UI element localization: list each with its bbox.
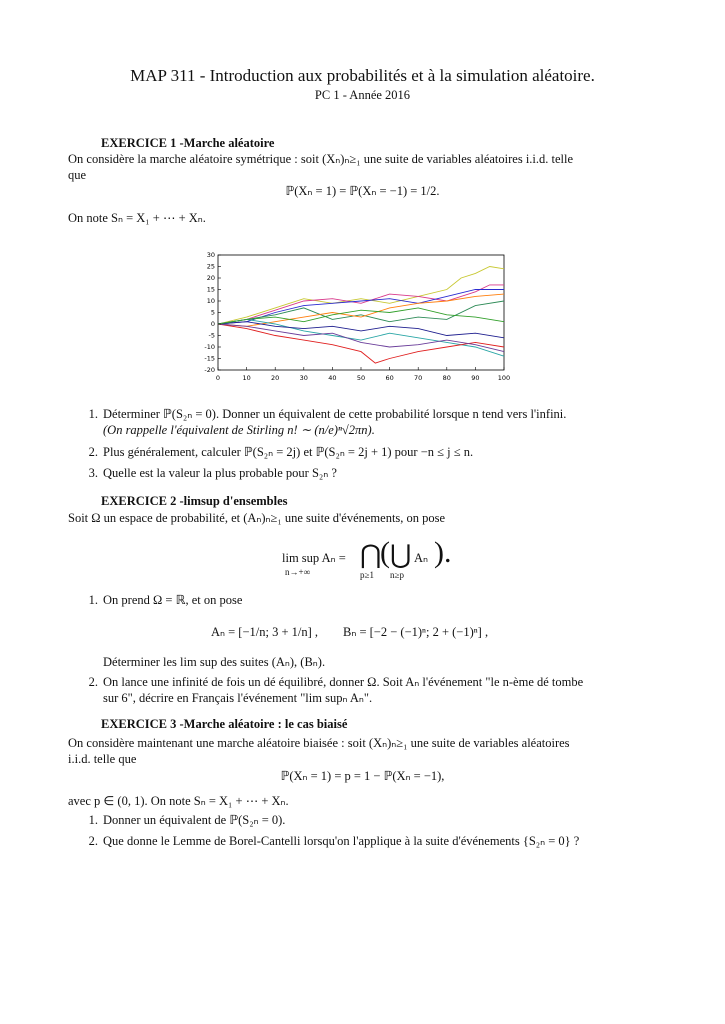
series-line (218, 324, 504, 363)
y-tick-label: 10 (206, 297, 215, 306)
intersection-subscript: p≥1 (360, 570, 374, 580)
limsup-lhs: lim sup Aₙ = (282, 551, 346, 565)
intersection-symbol: ⋂ (360, 540, 382, 570)
x-tick-label: 10 (242, 374, 251, 382)
item-text: Que donne le Lemme de Borel-Cantelli lorsqu'on l'applique à la suite d'événements {S₂ₙ = 0} ? (103, 834, 580, 848)
item-number: 1. (88, 407, 98, 421)
exercise2-intro: Soit Ω un espace de probabilité, et (Aₙ)ₙ≥₁ une suite d'événements, on pose (68, 511, 446, 525)
series-line (218, 290, 504, 325)
random-walk-chart (196, 250, 516, 385)
y-tick-label: -15 (204, 354, 215, 363)
exercise3-equation: ℙ(Xₙ = 1) = p = 1 − ℙ(Xₙ = −1), (280, 769, 445, 783)
series-line (218, 319, 504, 356)
series-line (218, 324, 504, 352)
x-tick-label: 20 (271, 374, 280, 382)
union-subscript: n≥p (390, 570, 404, 580)
exercise1-equation: ℙ(Xₙ = 1) = ℙ(Xₙ = −1) = 1/2. (285, 184, 440, 198)
item-number: 2. (88, 675, 98, 689)
item-text: On prend Ω = ℝ, et on pose (103, 593, 243, 607)
list-item (0, 444, 725, 464)
x-tick-label: 60 (385, 374, 394, 382)
exercise1-heading: EXERCICE 1 -Marche aléatoire (101, 136, 275, 150)
y-tick-label: -20 (204, 366, 215, 375)
exercise3-note: avec p ∈ (0, 1). On note Sₙ = X₁ + ⋯ + Xₙ. (68, 794, 289, 808)
limsup-set: Aₙ (414, 551, 429, 565)
union-symbol: ⋃ (390, 540, 412, 570)
x-tick-label: 100 (497, 374, 511, 382)
y-tick-label: -5 (208, 331, 215, 340)
item-text: Déterminer les lim sup des suites (Aₙ), (Bₙ). (103, 655, 326, 669)
x-tick-label: 30 (299, 374, 308, 382)
x-tick-label: 90 (471, 374, 480, 382)
left-paren: ( (380, 536, 390, 569)
list-item (0, 812, 725, 832)
exercise3-heading: EXERCICE 3 -Marche aléatoire : le cas biaisé (101, 717, 348, 731)
x-tick-label: 70 (414, 374, 423, 382)
page-title: MAP 311 - Introduction aux probabilités et à la simulation aléatoire. (130, 66, 595, 85)
item-text: sur 6", décrire en Français l'événement "lim supₙ Aₙ". (103, 691, 373, 705)
item-number: 1. (88, 593, 98, 607)
series-line (218, 322, 504, 338)
item-number: 3. (88, 466, 98, 480)
item-text: Quelle est la valeur la plus probable pour S₂ₙ ? (103, 466, 337, 480)
y-tick-label: 30 (206, 251, 215, 260)
y-tick-label: 20 (206, 274, 215, 283)
item-number: 1. (88, 813, 98, 827)
item-text: Déterminer ℙ(S₂ₙ = 0). Donner un équivalent de cette probabilité lorsque n tend vers l'infini. (103, 407, 567, 421)
list-item (0, 833, 725, 853)
page-subtitle: PC 1 - Année 2016 (314, 88, 411, 102)
x-tick-label: 0 (215, 374, 221, 382)
item-number: 2. (88, 834, 98, 848)
y-tick-label: 15 (206, 285, 215, 294)
sets-definition: Aₙ = [−1/n; 3 + 1/n] , Bₙ = [−2 − (−1)ⁿ; 2 + (−1)ⁿ] , (211, 625, 489, 639)
y-tick-label: 5 (210, 308, 215, 317)
y-tick-label: 25 (206, 262, 215, 271)
limsup-definition (282, 536, 462, 585)
exercise3-intro-line1: On considère maintenant une marche aléatoire biaisée : soit (Xₙ)ₙ≥₁ une suite de variables aléatoires (68, 736, 570, 750)
exercise1-intro-line2: que (68, 168, 87, 182)
item-text: On lance une infinité de fois un dé équilibré, donner Ω. Soit Aₙ l'événement "le n-ème dé tombe (103, 675, 584, 689)
exercise2-heading: EXERCICE 2 -limsup d'ensembles (101, 494, 288, 508)
list-item (0, 465, 725, 485)
item-text: Donner un équivalent de ℙ(S₂ₙ = 0). (103, 813, 286, 827)
stirling-reminder: (On rappelle l'équivalent de Stirling n! ∼ (n/e)ⁿ√2πn). (103, 423, 375, 437)
y-tick-label: -10 (204, 343, 215, 352)
exercise1-note: On note Sₙ = X₁ + ⋯ + Xₙ. (68, 211, 206, 225)
exercise3-intro-line2: i.i.d. telle que (68, 752, 137, 766)
x-tick-label: 80 (442, 374, 451, 382)
x-tick-label: 50 (356, 374, 366, 382)
item-text: Plus généralement, calculer ℙ(S₂ₙ = 2j) et ℙ(S₂ₙ = 2j + 1) pour −n ≤ j ≤ n. (103, 445, 474, 459)
list-item (0, 592, 725, 612)
series-line (218, 267, 504, 325)
y-tick-label: 0 (210, 320, 215, 329)
right-paren: ). (434, 536, 452, 569)
item-number: 2. (88, 445, 98, 459)
x-tick-label: 40 (328, 374, 337, 382)
limsup-subscript: n→+∞ (285, 567, 310, 577)
exercise1-intro-line1: On considère la marche aléatoire symétrique : soit (Xₙ)ₙ≥₁ une suite de variables aléatoires i.i.d. telle (68, 152, 574, 166)
